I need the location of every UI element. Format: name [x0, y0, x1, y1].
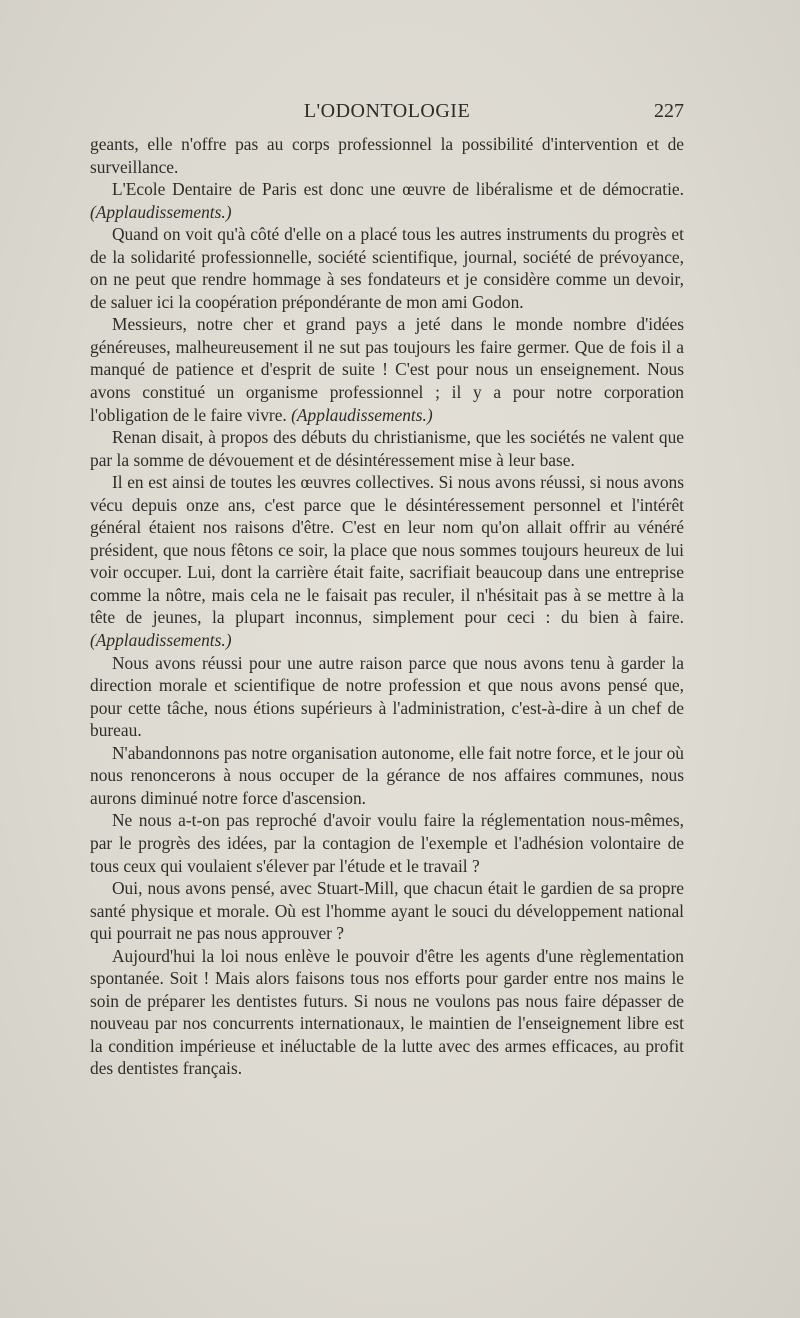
paragraph-5: Renan disait, à propos des débuts du christianisme, que les sociétés ne valent que par la somme de dévouement et de désintéressement mise à leur base.	[90, 427, 684, 470]
page-body	[90, 133, 684, 1080]
page-number: 227	[654, 100, 684, 122]
applause-note: (Applaudissements.)	[90, 201, 232, 222]
applause-note: (Applaudissements.)	[291, 404, 433, 425]
paragraph-10: Oui, nous avons pensé, avec Stuart-Mill, que chacun était le gardien de sa propre santé physique et morale. Où est l'homme ayant le souci du développement national qui pourrait ne pas nous approuver ?	[90, 878, 684, 944]
paragraph-1: geants, elle n'offre pas au corps professionnel la possibilité d'intervention et de surveillance.	[90, 134, 684, 177]
paragraph-4: Messieurs, notre cher et grand pays a jeté dans le monde nombre d'idées généreuses, malheureusement il ne sut pas toujours les faire germer. Que de fois il a manqué de patience et d'esprit de suite ! C'est pour nous un enseignement. Nous avons constitué un organisme professionnel ; il y a pour notre corporation l'obligation de le faire vivre. (Applaudissements.)	[90, 314, 684, 425]
applause-note: (Applaudissements.)	[90, 630, 232, 651]
paragraph-6: Il en est ainsi de toutes les œuvres collectives. Si nous avons réussi, si nous avons vécu depuis onze ans, c'est parce que le désintéressement personnel et l'intérêt général étaient nos raisons d'être. C'est en leur nom qu'on allait offrir au vénéré président, que nous fêtons ce soir, la place que nous sommes toujours heureux de lui voir occuper. Lui, dont la carrière était faite, sacrifiait beaucoup dans une entreprise comme la nôtre, mais cela ne le faisait pas reculer, il n'hésitait pas à se mettre à la tête de jeunes, la plupart inconnus, simplement pour ceci : du bien à faire. (Applaudissements.)	[90, 472, 684, 651]
paragraph-2: L'Ecole Dentaire de Paris est donc une œuvre de libéralisme et de démocratie. (Applaudissements.)	[90, 179, 684, 222]
paragraph-9: Ne nous a-t-on pas reproché d'avoir voulu faire la réglementation nous-mêmes, par le progrès des idées, par la contagion de l'exemple et l'adhésion volontaire de tous ceux qui voulaient s'élever par l'étude et le travail ?	[90, 810, 684, 876]
paragraph-3: Quand on voit qu'à côté d'elle on a placé tous les autres instruments du progrès et de la solidarité professionnelle, société scientifique, journal, société de prévoyance, on ne peut que rendre hommage à ses fondateurs et je considère comme un devoir, de saluer ici la coopération prépondérante de mon ami Godon.	[90, 224, 684, 312]
paragraph-11: Aujourd'hui la loi nous enlève le pouvoir d'être les agents d'une règlementation spontanée. Soit ! Mais alors faisons tous nos efforts pour garder entre nos mains le soin de préparer les dentistes futurs. Si nous ne voulons pas nous faire dépasser de nouveau par nos concurrents internationaux, le maintien de l'enseignement libre est la condition impérieuse et inéluctable de la lutte avec des armes efficaces, au profit des dentistes français.	[90, 945, 684, 1079]
running-title: L'ODONTOLOGIE	[303, 100, 471, 122]
paragraph-8: N'abandonnons pas notre organisation autonome, elle fait notre force, et le jour où nous renoncerons à nous occuper de la gérance de nos affaires communes, nous aurons diminué notre force d'ascension.	[90, 742, 684, 808]
paragraph-7: Nous avons réussi pour une autre raison parce que nous avons tenu à garder la direction morale et scientifique de notre profession et que nous avons pensé que, pour cette tâche, nous étions supérieurs à l'administration, c'est-à-dire à un chef de bureau.	[90, 652, 684, 741]
page-header	[90, 100, 684, 130]
